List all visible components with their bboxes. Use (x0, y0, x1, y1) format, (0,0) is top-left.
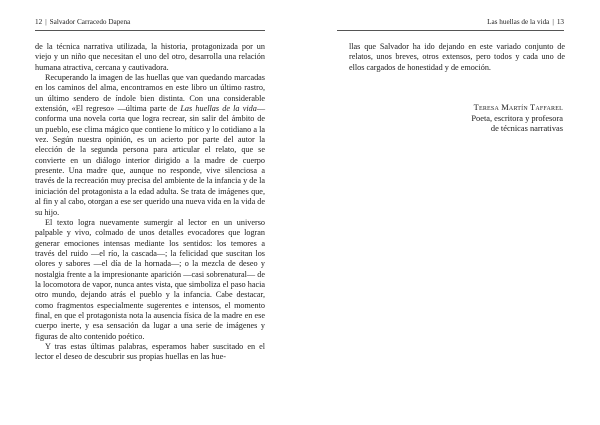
book-title-italic: Las huellas de la vida (180, 104, 257, 114)
page-number-right: 13 (556, 18, 564, 26)
paragraph-3: El texto logra nuevamente sumergir al lector en un universo palpable y vivo, colmado de unos detalles evocadores que logran generar emociones intensas mediante los sentidos: los temores a través del ruido —el río, la cascada—; la felicidad que suscitan los olores y sabores —el día de la hornada—; o la mezcla de deseo y nostalgia frente a la impresionante aparición —casi sobrenatural— de la locomotora de vapor, nunca antes vista, que simboliza el paso hacia otro mundo, dejando atrás el pueblo y la infancia. Cabe destacar, como fragmentos especialmente sugerentes e intensos, el momento final, en que el protagonista nota la ausencia física de la madre en ese cuerpo inerte, y esa sensación da lugar a una serie de imágenes y figuras de alto contenido poético. (35, 217, 265, 341)
header-separator-right: | (552, 18, 554, 26)
right-page-body (349, 42, 565, 73)
paragraph-2-part-2: — conforma una novela corta que logra recrear, sin salir del ámbito de un pueblo, ese clima mágico que contiene lo mítico y lo cotidiano a la vez. Según nuestra opinión, es un acierto por parte del autor la elección de la segunda persona para articular el relato, que se convierte en un diálogo interior dirigido a la madre de cuerpo presente. Una madre que, aunque no responde, vive silenciosa a través de la recreación muy precisa del ambiente de la infancia y de la iniciación del protagonista a la edad adulta. Se trata de imágenes que, al fin y al cabo, otorgan a ese ser querido una nueva vida en la vida de su hijo. (35, 104, 265, 217)
paragraph-4: Y tras estas últimas palabras, esperamos haber suscitado en el lector el deseo de descubrir sus propias huellas en las hue- (35, 341, 265, 362)
header-rule-right (337, 30, 564, 31)
paragraph-continuation: llas que Salvador ha ido dejando en este variado conjunto de relatos, unos breves, otros extensos, pero todos y cada uno de ellos cargados de honestidad y de emoción. (349, 42, 565, 72)
right-page (300, 0, 600, 425)
paragraph-2 (35, 73, 265, 218)
signature-block (343, 103, 563, 135)
signature-line-2: de técnicas narrativas (490, 124, 563, 134)
header-separator-left: | (45, 18, 47, 26)
book-title-header: Las huellas de la vida (487, 18, 550, 26)
paragraph-1: de la técnica narrativa utilizada, la historia, protagonizada por un viejo y un niño que necesitan el uno del otro, desarrolla una relación humana atractiva, cercana y cautivadora. (35, 42, 265, 72)
running-head-right (487, 18, 564, 27)
running-head-left (35, 18, 130, 27)
page-number-left: 12 (35, 18, 43, 26)
author-name: Salvador Carracedo Dapena (49, 18, 131, 26)
header-rule-left (35, 30, 265, 31)
paragraph-2-part-1: Recuperando la imagen de las huellas que van quedando marcadas en los caminos del alma, encontramos en este libro un último rastro, un último sendero de índole bien distinta. Con una considerable extensión, «El regreso» —última parte de (35, 73, 265, 114)
signature-name: Teresa Martín Taffarel (473, 103, 563, 112)
signature-line-1: Poeta, escritora y profesora (471, 113, 563, 123)
left-page-body (35, 42, 265, 363)
